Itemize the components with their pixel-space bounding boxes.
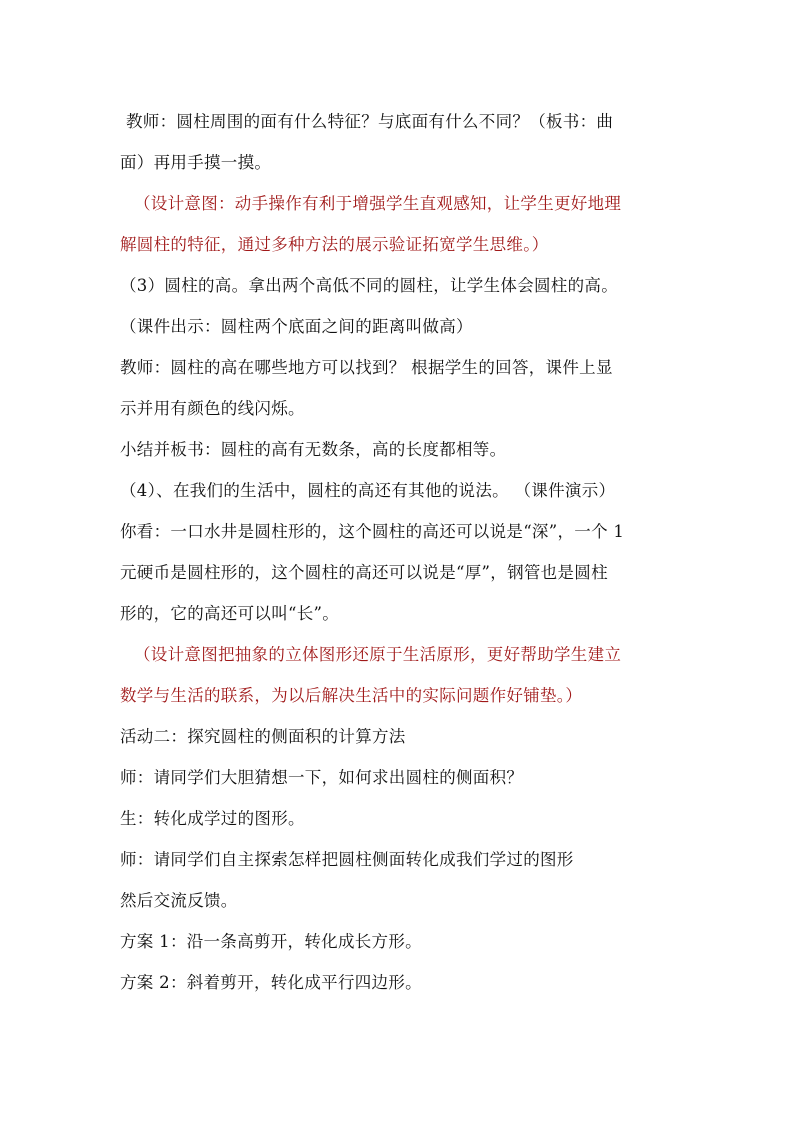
text-line: （3）圆柱的高。拿出两个高低不同的圆柱，让学生体会圆柱的高。: [120, 276, 618, 295]
design-intent-line: 数学与生活的联系，为以后解决生活中的实际问题作好铺垫。）: [120, 686, 583, 705]
text-line: 然后交流反馈。: [120, 891, 238, 910]
text-line: 教师：圆柱周围的面有什么特征？与底面有什么不同？（板书：曲: [126, 112, 614, 131]
text-line: （课件出示：圆柱两个底面之间的距离叫做高）: [120, 317, 473, 336]
text-line: （4）、在我们的生活中，圆柱的高还有其他的说法。 （课件演示）: [120, 481, 616, 500]
solution-line: 方案 1：沿一条高剪开，转化成长方形。: [120, 932, 422, 951]
text-line: 小结并板书：圆柱的高有无数条，高的长度都相等。: [120, 440, 507, 459]
text-line: 面）再用手摸一摸。: [120, 153, 272, 172]
text-line: 示并用有颜色的线闪烁。: [120, 399, 305, 418]
text-line: 教师：圆柱的高在哪些地方可以找到？ 根据学生的回答，课件上显: [120, 358, 613, 377]
design-intent-line: （设计意图把抽象的立体图形还原于生活原形，更好帮助学生建立: [134, 645, 622, 664]
activity-heading: 活动二：探究圆柱的侧面积的计算方法: [120, 727, 406, 746]
text-line: 师：请同学们大胆猜想一下，如何求出圆柱的侧面积？: [120, 768, 524, 787]
text-line: 师：请同学们自主探索怎样把圆柱侧面转化成我们学过的图形: [120, 850, 574, 869]
design-intent-line: 解圆柱的特征，通过多种方法的展示验证拓宽学生思维。）: [120, 235, 549, 254]
solution-line: 方案 2：斜着剪开，转化成平行四边形。: [120, 973, 422, 992]
text-line: 你看：一口水井是圆柱形的，这个圆柱的高还可以说是“深”，一个 1: [120, 522, 625, 541]
text-line: 元硬币是圆柱形的，这个圆柱的高还可以说是“厚”，钢管也是圆柱: [120, 563, 608, 582]
document-body: [120, 101, 680, 1003]
design-intent-line: （设计意图：动手操作有利于增强学生直观感知，让学生更好地理: [134, 194, 622, 213]
text-line: 形的，它的高还可以叫“长”。: [120, 604, 340, 623]
text-line: 生：转化成学过的图形。: [120, 809, 305, 828]
